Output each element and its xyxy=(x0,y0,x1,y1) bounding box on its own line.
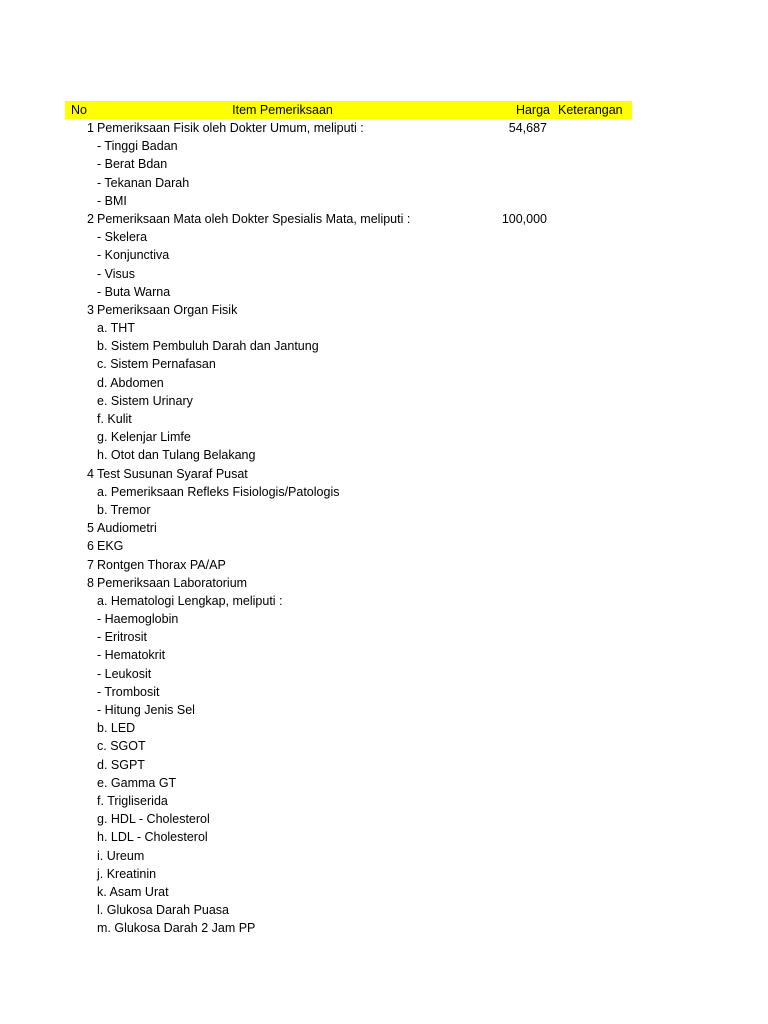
table-row xyxy=(0,319,768,337)
row-item-text: h. LDL - Cholesterol xyxy=(97,830,208,845)
table-row xyxy=(0,901,768,919)
row-item-text: Pemeriksaan Organ Fisik xyxy=(97,302,238,317)
header-harga: Harga xyxy=(515,103,550,117)
table-header-row xyxy=(65,101,632,119)
row-item-text: - Buta Warna xyxy=(97,284,171,299)
row-item-text: d. Abdomen xyxy=(97,375,164,390)
table-row xyxy=(0,374,768,392)
table-row xyxy=(0,301,768,319)
row-item-text: i. Ureum xyxy=(97,848,145,863)
row-item-text: e. Sistem Urinary xyxy=(97,393,193,408)
row-item-text: h. Otot dan Tulang Belakang xyxy=(97,448,256,463)
table-row xyxy=(0,774,768,792)
table-row xyxy=(0,683,768,701)
row-item-text: Pemeriksaan Fisik oleh Dokter Umum, meliputi : xyxy=(97,121,364,135)
table-row xyxy=(0,792,768,810)
header-no: No xyxy=(71,103,87,117)
row-item-text: - Eritrosit xyxy=(97,630,147,645)
table-row xyxy=(0,446,768,464)
table-row xyxy=(0,574,768,592)
table-row xyxy=(0,610,768,628)
row-item-text: a. Hematologi Lengkap, meliputi : xyxy=(97,593,283,608)
row-item-text: e. Gamma GT xyxy=(97,775,177,790)
table-row xyxy=(0,392,768,410)
table-row xyxy=(0,355,768,373)
row-item-text: d. SGPT xyxy=(97,757,145,772)
table-row xyxy=(0,556,768,574)
row-item-text: Test Susunan Syaraf Pusat xyxy=(97,466,248,481)
row-item-text: g. Kelenjar Limfe xyxy=(97,430,191,445)
table-row xyxy=(0,828,768,846)
header-item-pemeriksaan: Item Pemeriksaan xyxy=(232,103,333,117)
row-item-text: c. Sistem Pernafasan xyxy=(97,357,216,372)
row-number: 3 xyxy=(87,302,94,317)
table-row xyxy=(0,646,768,664)
row-number: 5 xyxy=(87,521,94,536)
row-item-text: - Hitung Jenis Sel xyxy=(97,703,195,717)
row-item-text: - Konjunctiva xyxy=(97,248,170,263)
row-item-text: - Tinggi Badan xyxy=(97,139,178,154)
row-number: 8 xyxy=(87,575,94,590)
row-number: 1 xyxy=(87,121,94,135)
table-row xyxy=(0,283,768,301)
table-row xyxy=(0,865,768,883)
table-row xyxy=(0,428,768,446)
row-item-text: b. LED xyxy=(97,721,136,736)
table-row xyxy=(0,174,768,192)
row-item-text: a. Pemeriksaan Refleks Fisiologis/Patologis xyxy=(97,484,340,499)
table-row xyxy=(0,756,768,774)
table-row xyxy=(0,883,768,901)
row-item-text: b. Sistem Pembuluh Darah dan Jantung xyxy=(97,339,319,354)
row-item-text: g. HDL - Cholesterol xyxy=(97,812,210,827)
row-item-text: k. Asam Urat xyxy=(97,884,169,899)
table-row xyxy=(0,519,768,537)
table-row xyxy=(0,628,768,646)
table-row xyxy=(0,228,768,246)
table-row xyxy=(0,847,768,865)
row-item-text: m. Glukosa Darah 2 Jam PP xyxy=(97,921,256,936)
table-row xyxy=(0,501,768,519)
table-body xyxy=(0,119,768,937)
table-row xyxy=(0,119,768,137)
row-item-text: Pemeriksaan Mata oleh Dokter Spesialis Mata, meliputi : xyxy=(97,211,411,226)
table-row xyxy=(0,719,768,737)
row-price: 100,000 xyxy=(501,211,547,226)
table-row xyxy=(0,155,768,173)
table-row xyxy=(0,465,768,483)
table-row xyxy=(0,483,768,501)
row-item-text: l. Glukosa Darah Puasa xyxy=(97,903,230,918)
row-item-text: j. Kreatinin xyxy=(97,866,157,881)
table-row xyxy=(0,810,768,828)
table-row xyxy=(0,665,768,683)
table-row xyxy=(0,919,768,937)
row-item-text: b. Tremor xyxy=(97,502,151,517)
row-number: 6 xyxy=(87,539,94,554)
row-item-text: - Trombosit xyxy=(97,684,160,699)
row-number: 2 xyxy=(87,211,94,226)
table-row xyxy=(0,137,768,155)
table-row xyxy=(0,701,768,719)
row-number: 7 xyxy=(87,557,94,572)
table-row xyxy=(0,737,768,755)
table-row xyxy=(0,265,768,283)
row-item-text: - Visus xyxy=(97,266,135,281)
table-row xyxy=(0,537,768,555)
row-item-text: - Haemoglobin xyxy=(97,612,179,627)
row-item-text: a. THT xyxy=(97,321,135,336)
row-item-text: Audiometri xyxy=(97,521,157,536)
row-item-text: - Leukosit xyxy=(97,666,152,681)
table-row xyxy=(0,592,768,610)
row-item-text: - Hematokrit xyxy=(97,648,166,663)
row-item-text: - BMI xyxy=(97,193,127,208)
table-row xyxy=(0,210,768,228)
row-item-text: - Tekanan Darah xyxy=(97,175,190,190)
row-item-text: - Skelera xyxy=(97,230,148,245)
table-row xyxy=(0,337,768,355)
table-row xyxy=(0,246,768,264)
row-item-text: c. SGOT xyxy=(97,739,146,754)
row-item-text: Pemeriksaan Laboratorium xyxy=(97,575,248,590)
row-number: 4 xyxy=(87,466,94,481)
row-item-text: - Berat Bdan xyxy=(97,157,168,172)
table-row xyxy=(0,192,768,210)
table-row xyxy=(0,410,768,428)
row-item-text: f. Kulit xyxy=(97,412,132,426)
row-item-text: EKG xyxy=(97,539,124,554)
row-item-text: f. Trigliserida xyxy=(97,793,168,808)
row-item-text: Rontgen Thorax PA/AP xyxy=(97,557,226,572)
header-keterangan: Keterangan xyxy=(558,103,623,117)
row-price: 54,687 xyxy=(508,121,547,135)
